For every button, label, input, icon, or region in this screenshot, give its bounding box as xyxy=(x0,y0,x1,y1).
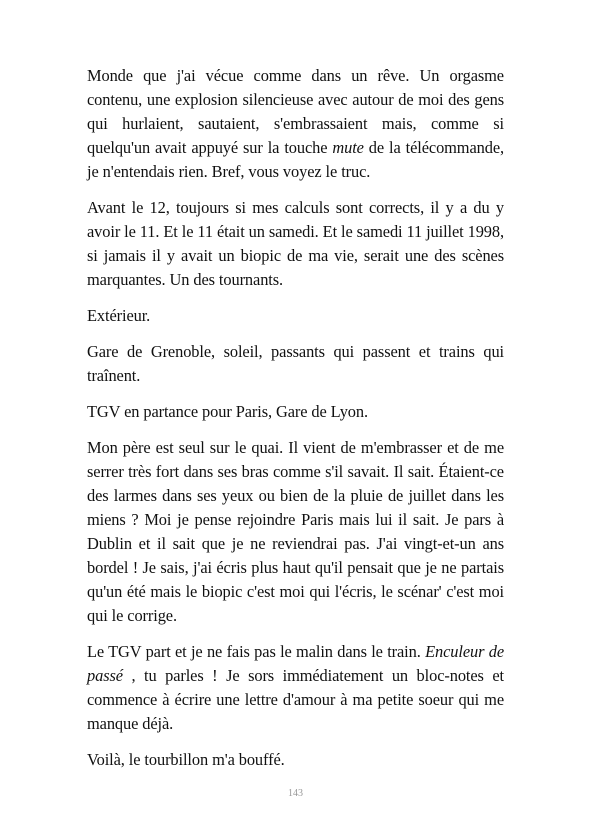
page-number: 143 xyxy=(288,788,303,799)
paragraph-2 xyxy=(87,196,504,292)
paragraph-4-text: Gare de Grenoble, soleil, passants qui passent et trains qui traînent. xyxy=(87,342,504,385)
paragraph-3 xyxy=(87,304,504,328)
paragraph-5 xyxy=(87,400,504,424)
paragraph-1 xyxy=(87,64,504,184)
paragraph-4 xyxy=(87,340,504,388)
paragraph-1-text-a: Monde que j'ai vécue comme dans un rêve. Un orgasme contenu, une explosion silencieuse avec autour de moi des gens qui hurlaient, sautaient, s'embrassaient mais, comme si quelqu'un avait appuyé sur la touche xyxy=(87,66,504,157)
paragraph-3-text: Extérieur. xyxy=(87,306,151,325)
paragraph-8-text: Voilà, le tourbillon m'a bouffé. xyxy=(87,750,285,769)
paragraph-8 xyxy=(87,748,504,772)
paragraph-7-italic-phrase: Enculeur de passé xyxy=(87,642,504,685)
paragraph-5-text: TGV en partance pour Paris, Gare de Lyon. xyxy=(87,402,368,421)
document-body xyxy=(87,64,504,784)
paragraph-1-text-b: de la télécommande, je n'entendais rien. Bref, vous voyez le truc. xyxy=(87,138,504,181)
paragraph-2-text: Avant le 12, toujours si mes calculs sont corrects, il y a du y avoir le 11. Et le 11 était un samedi. Et le samedi 11 juillet 1998, si jamais il y avait un biopic de ma vie, serait une des scènes marquantes. Un des tournants. xyxy=(87,198,504,289)
paragraph-7 xyxy=(87,640,504,736)
paragraph-7-text-b: , tu parles ! Je sors immédiatement un bloc-notes et commence à écrire une lettre d'amour à ma petite soeur qui me manque déjà. xyxy=(87,666,504,733)
paragraph-7-text-a: Le TGV part et je ne fais pas le malin dans le train. xyxy=(87,642,426,661)
paragraph-1-italic-mute: mute xyxy=(332,138,364,157)
paragraph-6 xyxy=(87,436,504,628)
paragraph-6-text: Mon père est seul sur le quai. Il vient de m'embrasser et de me serrer très fort dans ses bras comme s'il savait. Il sait. Étaient-ce des larmes dans ses yeux ou bien de la pluie de juillet dans les miens ? Moi je pense rejoindre Paris mais lui il sait. Je pars à Dublin et il sait que je ne reviendrai pas. J'ai vingt-et-un ans bordel ! Je sais, j'ai écris plus haut qu'il pensait que je ne partais qu'un été mais le biopic c'est moi qui l'écris, le scénar' c'est moi qui le corrige. xyxy=(87,438,504,625)
